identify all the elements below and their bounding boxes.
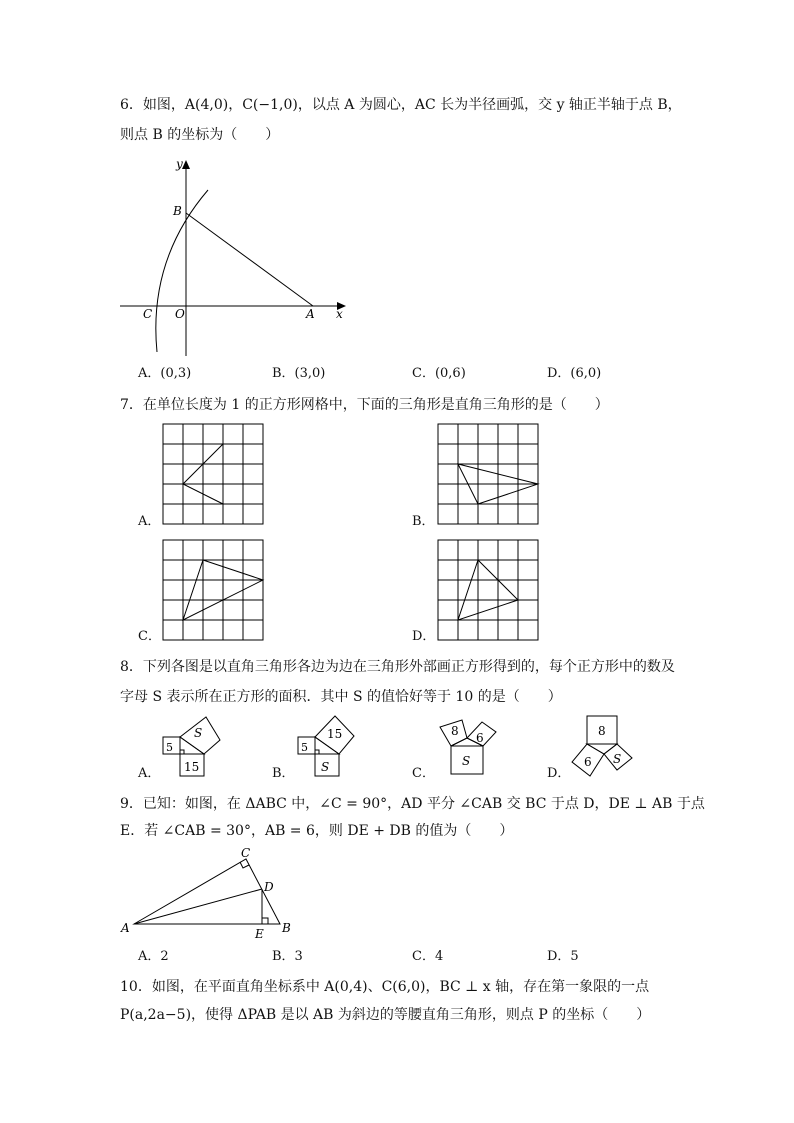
q8-fig-b-s3: S xyxy=(321,760,330,774)
q8-text-line1: 8．下列各图是以直角三角形各边为边在三角形外部画正方形得到的，每个正方形中的数及 xyxy=(120,659,675,675)
q8-fig-d-s3: S xyxy=(613,752,622,766)
q6-option-c[interactable]: C．(0,6) xyxy=(412,366,466,381)
q9-text-line2: E．若 ∠CAB = 30°，AB = 6，则 DE + DB 的值为（ ） xyxy=(120,823,514,839)
q9-label-d: D xyxy=(264,880,274,894)
q6-text-line1: 6．如图，A(4,0)，C(−1,0)，以点 A 为圆心，AC 长为半径画弧，交 y 轴正半轴于点 B， xyxy=(120,97,682,113)
q8-fig-a-s1: 5 xyxy=(166,741,173,754)
q9-option-a[interactable]: A．2 xyxy=(138,949,169,964)
q6-option-a[interactable]: A．(0,3) xyxy=(138,366,192,381)
q9-label-b: B xyxy=(282,921,291,935)
q7-option-d[interactable]: D． xyxy=(412,629,436,644)
q6-label-y: y xyxy=(176,157,183,171)
q9-option-b[interactable]: B．3 xyxy=(272,949,303,964)
q8-fig-c-s3: S xyxy=(462,754,471,768)
q6-label-x: x xyxy=(336,307,343,321)
q9-option-c[interactable]: C．4 xyxy=(412,949,444,964)
q10-text-line2: P(a,2a−5)，使得 ΔPAB 是以 AB 为斜边的等腰直角三角形，则点 P 的坐标（ ） xyxy=(120,1007,651,1023)
q9-label-e: E xyxy=(255,927,264,941)
q8-fig-d-s1: 8 xyxy=(598,724,606,738)
q9-option-d[interactable]: D．5 xyxy=(547,949,579,964)
q8-option-c[interactable]: C． xyxy=(412,766,435,781)
q8-text-line2: 字母 S 表示所在正方形的面积．其中 S 的值恰好等于 10 的是（ ） xyxy=(120,689,562,705)
q7-option-b[interactable]: B． xyxy=(412,514,435,529)
q6-label-o: O xyxy=(175,307,185,321)
q8-option-a[interactable]: A． xyxy=(138,766,161,781)
q7-text-line1: 7．在单位长度为 1 的正方形网格中，下面的三角形是直角三角形的是（ ） xyxy=(120,397,609,413)
q6-option-b[interactable]: B．(3,0) xyxy=(272,366,326,381)
q8-fig-c-s2: 6 xyxy=(476,731,484,745)
q8-option-d[interactable]: D． xyxy=(547,766,571,781)
q10-text-line1: 10．如图，在平面直角坐标系中 A(0,4)、C(6,0)，BC ⊥ x 轴，存在第一象限的一点 xyxy=(120,979,650,995)
q8-option-b[interactable]: B． xyxy=(272,766,295,781)
q9-segment-ad xyxy=(134,889,262,924)
q8-fig-b-s2: 15 xyxy=(327,727,343,741)
q9-label-c: C xyxy=(241,846,251,860)
q6-text-line2: 则点 B 的坐标为（ ） xyxy=(120,127,280,143)
q7-option-c[interactable]: C． xyxy=(138,629,161,644)
q9-triangle-abc xyxy=(134,859,280,924)
q8-fig-c-s1: 8 xyxy=(451,724,459,738)
q8-fig-a-s2: S xyxy=(194,726,203,740)
q6-label-a: A xyxy=(306,307,315,321)
q9-label-a: A xyxy=(121,921,130,935)
q9-text-line1: 9．已知：如图，在 ΔABC 中，∠C = 90°，AD 平分 ∠CAB 交 BC 于点 D，DE ⊥ AB 于点 xyxy=(120,796,705,812)
q8-fig-b-s1: 5 xyxy=(301,741,308,754)
q7-option-a[interactable]: A． xyxy=(138,514,161,529)
q6-option-d[interactable]: D．(6,0) xyxy=(547,366,602,381)
q8-fig-a-s3: 15 xyxy=(184,760,200,774)
q8-fig-d-s2: 6 xyxy=(584,755,592,769)
q6-label-b: B xyxy=(173,204,182,218)
q6-label-c: C xyxy=(143,307,153,321)
q9-right-angle-e xyxy=(262,918,268,924)
